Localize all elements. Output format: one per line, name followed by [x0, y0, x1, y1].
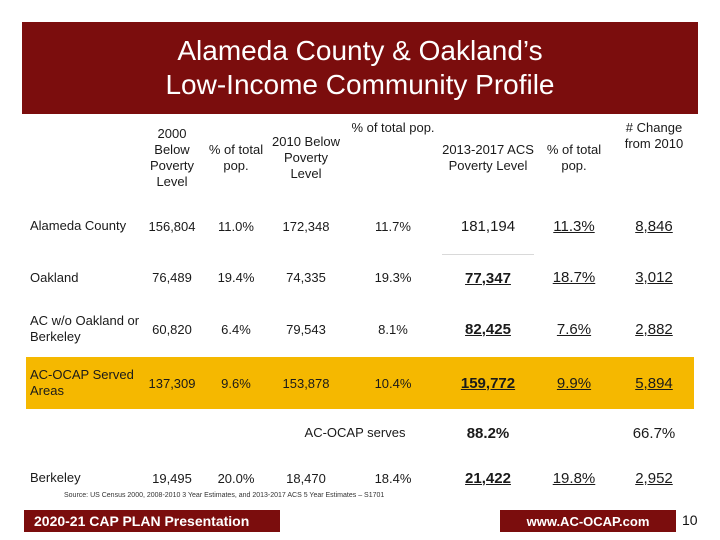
cell-2000: 76,489: [152, 270, 192, 286]
serves-label: AC-OCAP serves: [304, 425, 406, 440]
cell-change: 5,894: [614, 357, 694, 409]
cell-2017: 21,422: [465, 469, 511, 487]
cell-2017-pct: 18.7%: [552, 269, 596, 287]
cell-2010-pct: 10.4%: [344, 357, 442, 409]
cell-empty: [140, 409, 204, 457]
table-row: [26, 198, 694, 255]
source-note: Source: US Census 2000, 2008-2010 3 Year Estimates, and 2013-2017 ACS 5 Year Estimates – S1701: [64, 492, 385, 499]
cell-2010-pct: 8.1%: [378, 321, 408, 337]
cell-2000-pct: 19.4%: [217, 270, 255, 286]
serves-pct-change: 66.7%: [632, 424, 676, 442]
cell-empty: [26, 409, 140, 457]
title-banner: [22, 22, 698, 114]
cell-2000-pct: 20.0%: [217, 470, 255, 486]
header-2000-pct: % of total pop.: [208, 142, 264, 173]
cell-2017-pct: 9.9%: [534, 357, 614, 409]
poverty-table: [26, 116, 694, 499]
cell-empty: [534, 409, 614, 457]
table-row-highlight: [26, 357, 694, 409]
cell-empty: [204, 409, 268, 457]
row-label: AC-OCAP Served Areas: [26, 357, 140, 409]
table-row: [26, 409, 694, 457]
row-label: Alameda County: [30, 218, 127, 234]
row-label: Oakland: [30, 269, 79, 285]
cell-change: 2,952: [635, 469, 673, 487]
header-2010: 2010 Below Poverty Level: [272, 134, 340, 181]
cell-2000: 137,309: [140, 357, 204, 409]
cell-2017: 77,347: [465, 269, 511, 287]
page-number: 10: [682, 512, 698, 528]
table-header-row: [26, 116, 694, 198]
header-blank: [26, 116, 140, 198]
cell-change: 2,882: [635, 320, 673, 338]
cell-2010-pct: 18.4%: [374, 470, 412, 486]
table-row: [26, 301, 694, 357]
cell-2000: 19,495: [152, 470, 192, 486]
footer-presentation-label: 2020-21 CAP PLAN Presentation: [24, 510, 280, 532]
cell-2010: 153,878: [268, 357, 344, 409]
cell-2017: 181,194: [442, 198, 534, 255]
cell-2000-pct: 6.4%: [221, 321, 251, 337]
table-row: [26, 255, 694, 302]
cell-2000: 60,820: [152, 321, 192, 337]
cell-change: 3,012: [635, 269, 673, 287]
cell-2010: 79,543: [286, 321, 326, 337]
cell-2017: 159,772: [442, 357, 534, 409]
cell-2010-pct: 19.3%: [374, 270, 412, 286]
cell-2017-pct: 7.6%: [556, 320, 592, 338]
footer-website-link[interactable]: www.AC-OCAP.com: [500, 510, 676, 532]
page-title-line-1: Alameda County & Oakland’s: [177, 35, 543, 66]
cell-2017-pct: 11.3%: [553, 217, 595, 235]
cell-2017: 82,425: [465, 320, 511, 338]
cell-2010: 74,335: [286, 270, 326, 286]
cell-2000: 156,804: [148, 218, 196, 234]
cell-2010-pct: 11.7%: [375, 218, 411, 234]
header-2017: 2013-2017 ACS Poverty Level: [442, 142, 534, 173]
page-title-line-2: Low-Income Community Profile: [165, 69, 555, 100]
cell-2017-pct: 19.8%: [552, 469, 596, 487]
row-label: AC w/o Oakland or Berkeley: [30, 313, 140, 344]
cell-2010: 172,348: [282, 218, 330, 234]
serves-pct-2017: 88.2%: [466, 424, 510, 442]
cell-2000-pct: 9.6%: [204, 357, 268, 409]
cell-2000-pct: 11.0%: [218, 218, 254, 234]
header-2000: 2000 Below Poverty Level: [149, 126, 195, 189]
header-2017-pct: % of total pop.: [546, 142, 602, 173]
cell-2010: 18,470: [286, 470, 326, 486]
header-2010-pct: % of total pop.: [351, 120, 435, 135]
header-change: # Change from 2010: [624, 120, 684, 151]
row-label: Berkeley: [30, 470, 81, 485]
cell-change: 8,846: [635, 217, 673, 235]
